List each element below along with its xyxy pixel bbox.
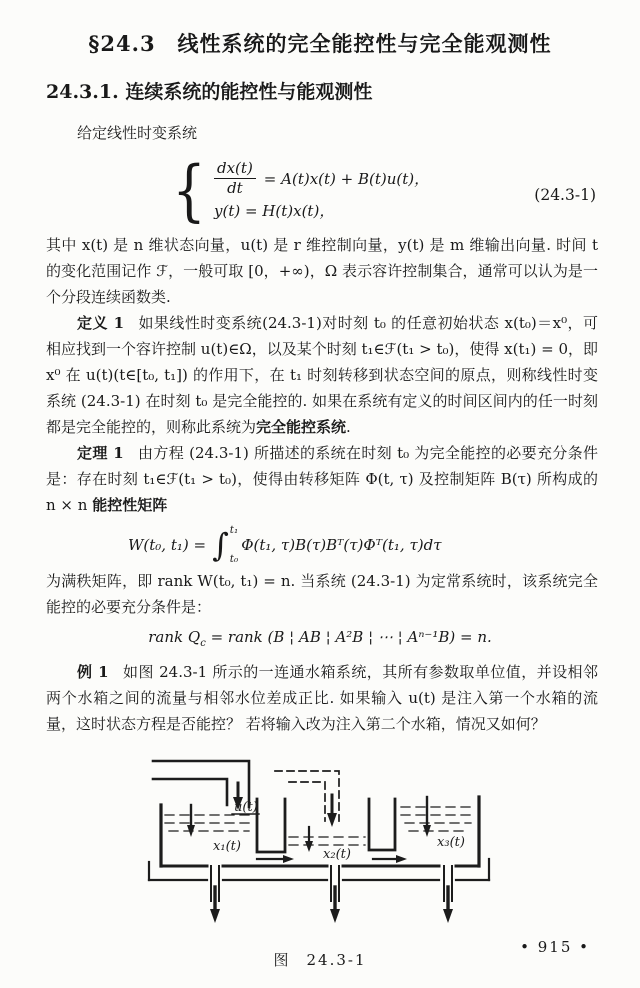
definition-1-paragraph: 定义 1 如果线性时变系统(24.3-1)对时刻 t₀ 的任意初始状态 x(t₀)＝x⁰，可相应找到一个容许控制 u(t)∈Ω，以及某个时刻 t₁∈ℱ(t₁ > t₀)，使得 x(t₁) = 0，即 x⁰ 在 u(t)(t∈[t₀, t₁]) 的作用下，在 t₁ 时刻转移到状态空间的原点，则称线性时变系统 (24.3-1) 在时刻 t₀ 是完全能控的. 如果在系统有定义的时间区间内的任一时刻都是完全能控的，则称此系统为完全能控系统. xyxy=(46,314,598,436)
outlet-pipes xyxy=(210,866,453,923)
state-equation-block xyxy=(0,154,640,228)
definition-label: 定义 1 xyxy=(77,314,125,332)
equation-number: (24.3-1) xyxy=(534,186,596,204)
paragraph-rank-condition: 为满秩矩阵，即 rank W(t₀, t₁) = n. 当系统 (24.3-1) 为定常系统时，该系统完全能控的必要充分条件是： xyxy=(46,572,598,616)
figure-label-x3: x₃(t) xyxy=(437,835,465,850)
figure-label-x1: x₁(t) xyxy=(213,839,241,854)
definition-bold-term: 完全能控系统 xyxy=(256,418,347,436)
gramian-integrand: Φ(t₁, τ)B(τ)Bᵀ(τ)Φᵀ(t₁, τ)dτ xyxy=(241,536,442,554)
page-number: • 915 • xyxy=(520,938,590,956)
integral-sign: ∫ xyxy=(212,526,229,564)
theorem-text: 由方程 (24.3-1) 所描述的系统在时刻 t₀ 为完全能控的必要充分条件是：存在时刻 t₁∈ℱ(t₁ > t₀)，使得由转移矩阵 Φ(t, τ) 及控制矩阵 B(τ) 所构成的 n × n xyxy=(46,444,598,514)
tank-floors xyxy=(149,859,489,880)
intro-paragraph: 给定线性时变系统 xyxy=(77,124,198,142)
output-equation-line2: y(t) = H(t)x(t)， xyxy=(214,202,335,220)
example-1-paragraph xyxy=(46,659,598,737)
paragraph-notation: 其中 x(t) 是 n 维状态向量，u(t) 是 r 维控制向量，y(t) 是 m 维输出向量. 时间 t 的变化范围记作 ℱ，一般可取 [0，+∞)，Ω 表示容许控制集合，通常可以认为是一个分段连续函数类. xyxy=(46,236,598,306)
gramian-lhs: W(t₀, t₁) = xyxy=(128,536,207,554)
subscript-c: c xyxy=(200,638,206,649)
theorem-1-paragraph xyxy=(46,440,598,518)
integral-lower-limit: t₀ xyxy=(229,553,239,565)
section-heading: §24.3 线性系统的完全能控性与完全能观测性 xyxy=(88,31,552,56)
subsection-heading: 24.3.1. 连续系统的能控性与能观测性 xyxy=(46,81,373,103)
state-equation-line1: $\frac{dx(t)}{dt}$ = A(t)x(t) + B(t)u(t)， xyxy=(214,160,429,197)
figure-label-x2: x₂(t) xyxy=(323,847,351,862)
derivative-fraction: $\frac{dx(t)}{dt}$ xyxy=(214,160,256,197)
theorem-bold-term: 能控性矩阵 xyxy=(92,496,168,514)
theorem-label: 定理 1 xyxy=(77,444,124,462)
example-text: 如图 24.3-1 所示的一连通水箱系统，其所有参数取单位值，并设相邻两个水箱之间的流量与相邻水位差成正比. 如果输入 u(t) 是注入第一个水箱的流量，这时状态方程是否能控？ 若将输入改为注入第二个水箱，情况又如何？ xyxy=(46,663,598,733)
left-brace: { xyxy=(172,152,206,229)
figure-caption: 图 24.3-1 xyxy=(273,951,367,969)
figure-label-u: u(t) xyxy=(234,800,258,815)
state-equation xyxy=(168,154,429,228)
water-tank-diagram xyxy=(139,749,501,935)
example-label: 例 1 xyxy=(77,663,109,681)
controllability-gramian-equation xyxy=(128,524,640,566)
definition-text: 如果线性时变系统(24.3-1)对时刻 t₀ 的任意初始状态 x(t₀)＝x⁰，可相应找到一个容许控制 u(t)∈Ω，以及某个时刻 t₁∈ℱ(t₁ > t₀)，使得 x(t₁) = 0，即 x⁰ 在 u(t)(t∈[t₀, t₁]) 的作用下，在 t₁ 时刻转移到状态空间的原点，则称线性时变系统 (24.3-1) 在时刻 t₀ 是完全能控的. 如果在系统有定义的时间区间内的任一时刻都是完全能控的，则称此系统为 xyxy=(46,314,598,436)
integral-upper-limit: t₁ xyxy=(229,524,239,536)
rank-equation: rank $Q_c$ = rank (B ¦ AB ¦ A²B ¦ ⋯ ¦ Aⁿ⁻¹B) = n. xyxy=(148,628,492,649)
